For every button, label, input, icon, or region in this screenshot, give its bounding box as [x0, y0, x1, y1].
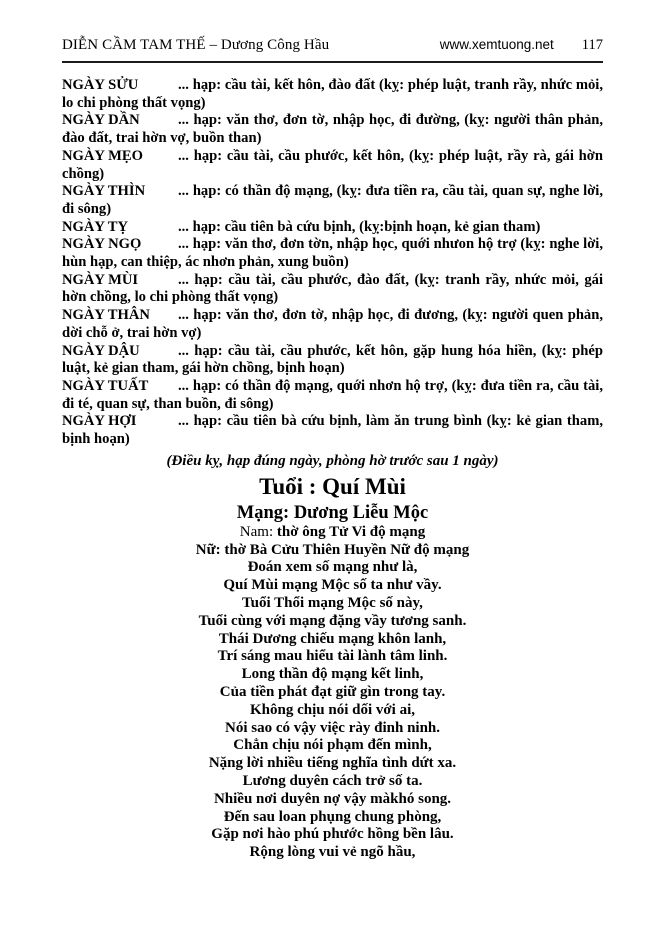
- poem-line: Đến sau loan phụng chung phòng,: [223, 808, 442, 825]
- poem-line: Của tiền phát đạt giữ gìn trong tay.: [219, 683, 446, 700]
- day-entry: [62, 272, 603, 307]
- header-right: [440, 36, 603, 54]
- poem-line: Chẳn chịu nói phạm đến mình,: [233, 737, 432, 754]
- day-entry: [62, 148, 603, 183]
- day-text: ... hạp: cầu tài, cầu phước, đào đất, (kỵ: tranh rầy, nhức mỏi, gái hờn chồng, lo chi phòng thất vọng): [62, 271, 603, 306]
- poem-line: Tuổi Thổi mạng Mộc số này,: [242, 594, 423, 611]
- page-number: 117: [581, 37, 603, 53]
- day-text: ... hạp: văn thơ, đơn tờ, nhập học, đi đương, (kỵ: người quen phản, dời chỗ ở, trai hờn vợ): [62, 307, 603, 341]
- header-rule: [62, 61, 603, 63]
- poem-line: Đoán xem số mạng như là,: [247, 559, 418, 576]
- day-entry-list: [62, 77, 603, 449]
- poem-line: Nhiều nơi duyên nợ vậy màkhó song.: [213, 790, 452, 807]
- website-url: www.xemtuong.net: [439, 37, 554, 52]
- poem-line: Nặng lời nhiều tiếng nghĩa tình dứt xa.: [208, 755, 457, 772]
- age-title: Tuổi : Quí Mùi: [259, 473, 406, 499]
- poem-line: Rộng lòng vui vẻ ngõ hầu,: [249, 844, 416, 861]
- day-label: NGÀY MẸO: [62, 147, 143, 164]
- nu-text: thờ Bà Cửu Thiên Huyền Nữ độ mạng: [224, 541, 470, 558]
- day-text: ... hạp: có thần độ mạng, quới nhơn hộ trợ, (kỵ: đưa tiền ra, cầu tài, đi té, quan sự, than buồn, đi sông): [62, 377, 603, 412]
- poem-line: Thái Dương chiếu mạng khôn lanh,: [218, 630, 447, 647]
- day-text: ... hạp: cầu tiên bà cứu bịnh, làm ăn trung bình (kỵ: kẻ gian tham, bịnh hoạn): [62, 413, 603, 448]
- day-entry: [62, 343, 603, 378]
- day-label: NGÀY DẬU: [62, 342, 140, 359]
- day-entry: [62, 219, 603, 237]
- day-entry: [62, 307, 603, 342]
- poem-line: Quí Mùi mạng Mộc số ta như vầy.: [223, 577, 442, 594]
- day-text: ... hạp: cầu tài, kết hôn, đào đất (kỵ: phép luật, tranh rầy, nhức mỏi, lo chi phòng thất vọng): [62, 77, 603, 111]
- poem-line: Không chịu nói dối với ai,: [249, 701, 416, 718]
- poem-line: Tuổi cùng với mạng đặng vầy tương sanh.: [198, 612, 467, 629]
- day-label: NGÀY THÌN: [62, 183, 146, 200]
- day-entry: [62, 236, 603, 271]
- day-entry: [62, 112, 603, 147]
- day-text: ... hạp: văn thơ, đơn tờ, nhập học, đi đường, (kỵ: người thân phản, đào đất, trai hờn vợ, buồn than): [62, 112, 603, 147]
- nam-prefix: Nam:: [239, 523, 277, 540]
- nu-line: [62, 542, 603, 560]
- day-label: NGÀY HỢI: [62, 413, 137, 430]
- nu-prefix: Nữ:: [195, 541, 225, 558]
- day-entry: [62, 183, 603, 218]
- page-header: [62, 36, 603, 54]
- day-label: NGÀY THÂN: [62, 307, 150, 324]
- day-entry: [62, 413, 603, 448]
- poem: [62, 559, 603, 862]
- day-text: ... hạp: cầu tiên bà cứu bịnh, (kỵ:bịnh hoạn, kẻ gian tham): [178, 218, 541, 235]
- day-entry: [62, 378, 603, 413]
- poem-line: Long thần độ mạng kết linh,: [241, 666, 424, 683]
- timing-note: (Điều kỵ, hạp đúng ngày, phòng hờ trước sau 1 ngày): [166, 452, 499, 469]
- poem-line: Nói sao có vậy việc rày đinh ninh.: [224, 719, 441, 736]
- day-label: NGÀY NGỌ: [62, 236, 142, 253]
- poem-line: Lương duyên cách trở số ta.: [242, 772, 423, 789]
- day-entry: [62, 77, 603, 112]
- nam-text: thờ ông Tử Vi độ mạng: [276, 523, 426, 540]
- poem-line: Gặp nơi hào phú phước hồng bền lâu.: [211, 826, 454, 843]
- day-label: NGÀY SỬU: [62, 77, 139, 93]
- day-text: ... hạp: có thần độ mạng, (kỵ: đưa tiền ra, cầu tài, quan sự, nghe lời, đi sông): [62, 183, 603, 217]
- day-text: ... hạp: văn thơ, đơn tờn, nhập học, quới nhưon hộ trợ (kỵ: nghe lời, hùn hạp, can thiệp, ác nhơn phản, xung buồn): [62, 236, 603, 271]
- poem-line: Trí sáng mau hiểu tài lành tâm linh.: [217, 648, 448, 665]
- day-label: NGÀY MÙI: [62, 271, 139, 288]
- book-title: DIỄN CẦM TAM THẾ – Dương Công Hầu: [62, 37, 330, 53]
- day-label: NGÀY TUẤT: [62, 377, 149, 394]
- day-label: NGÀY TỴ: [62, 218, 129, 235]
- destiny-subtitle: Mạng: Dương Liễu Mộc: [236, 502, 429, 523]
- nam-line: [62, 524, 603, 542]
- day-text: ... hạp: cầu tài, cầu phước, kết hôn, gặp hung hóa hiền, (kỵ: phép luật, kẻ gian tham, gái hờn chồng, bịnh hoạn): [62, 342, 603, 377]
- day-text: ... hạp: cầu tài, cầu phước, kết hôn, (kỵ: phép luật, rầy rà, gái hờn chồng): [62, 147, 603, 182]
- day-label: NGÀY DẦN: [62, 112, 140, 129]
